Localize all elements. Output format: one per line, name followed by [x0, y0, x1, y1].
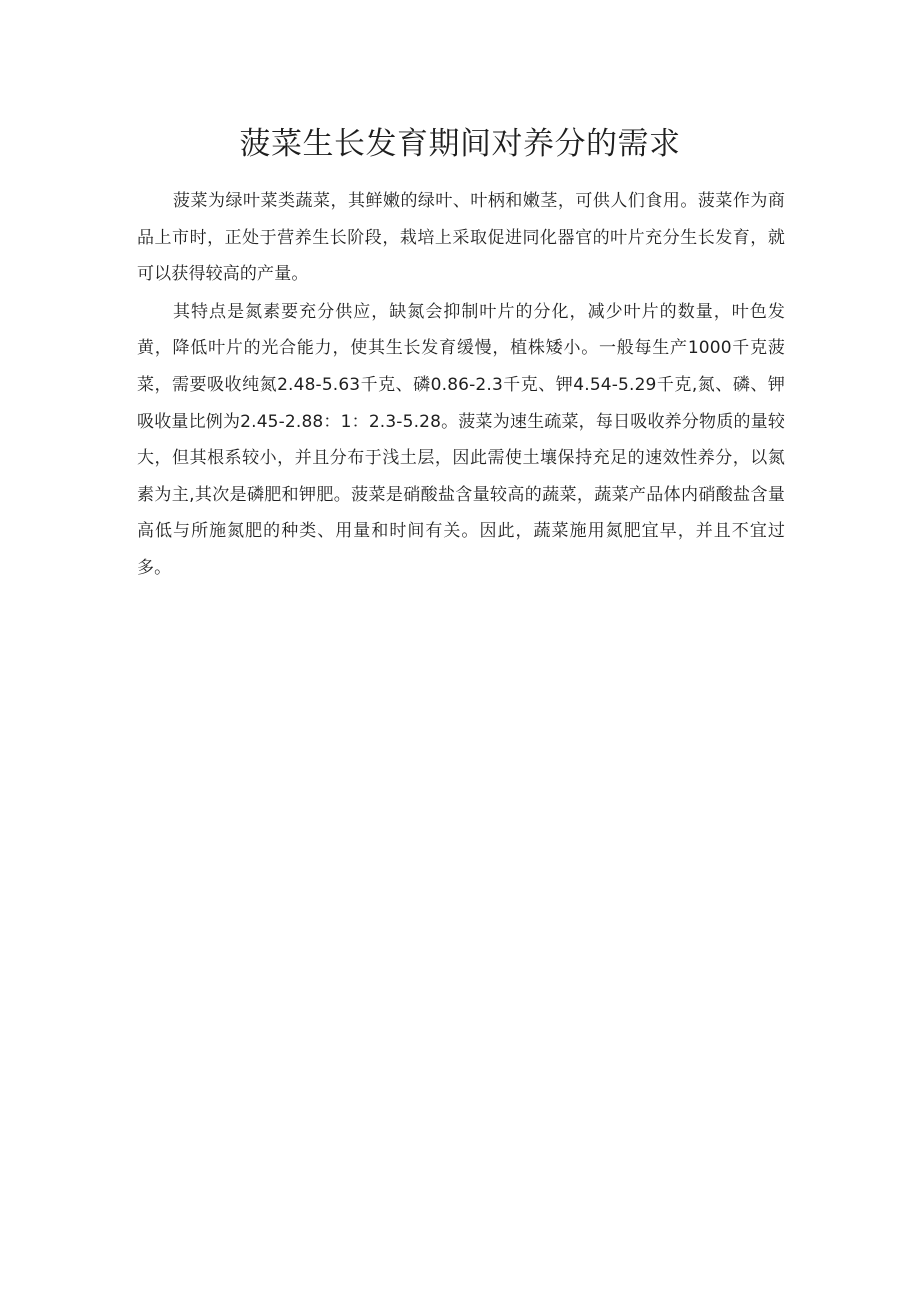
paragraph-nutrient-needs: 其特点是氮素要充分供应，缺氮会抑制叶片的分化，减少叶片的数量，叶色发黄，降低叶片的光合能力，使其生长发育缓慢，植株矮小。一般每生产1000千克菠菜，需要吸收纯氮2.48-5.63千克、磷0.86-2.3千克、钾4.54-5.29千克,氮、磷、钾吸收量比例为2.45-2.88：1：2.3-5.28。菠菜为速生疏菜，每日吸收养分物质的量较大，但其根系较小，并且分布于浅土层，因此需使土壤保持充足的速效性养分，以氮素为主,其次是磷肥和钾肥。菠菜是硝酸盐含量较高的蔬菜，蔬菜产品体内硝酸盐含量高低与所施氮肥的种类、用量和时间有关。因此，蔬菜施用氮肥宜早，并且不宜过多。 [137, 301, 785, 578]
document-body [137, 183, 785, 588]
document-title: 菠菜生长发育期间对养分的需求 [239, 126, 681, 162]
paragraph-intro: 菠菜为绿叶菜类蔬菜，其鲜嫩的绿叶、叶柄和嫩茎，可供人们食用。菠菜作为商品上市时，正处于营养生长阶段，栽培上采取促进同化器官的叶片充分生长发育，就可以获得较高的产量。 [137, 191, 785, 285]
